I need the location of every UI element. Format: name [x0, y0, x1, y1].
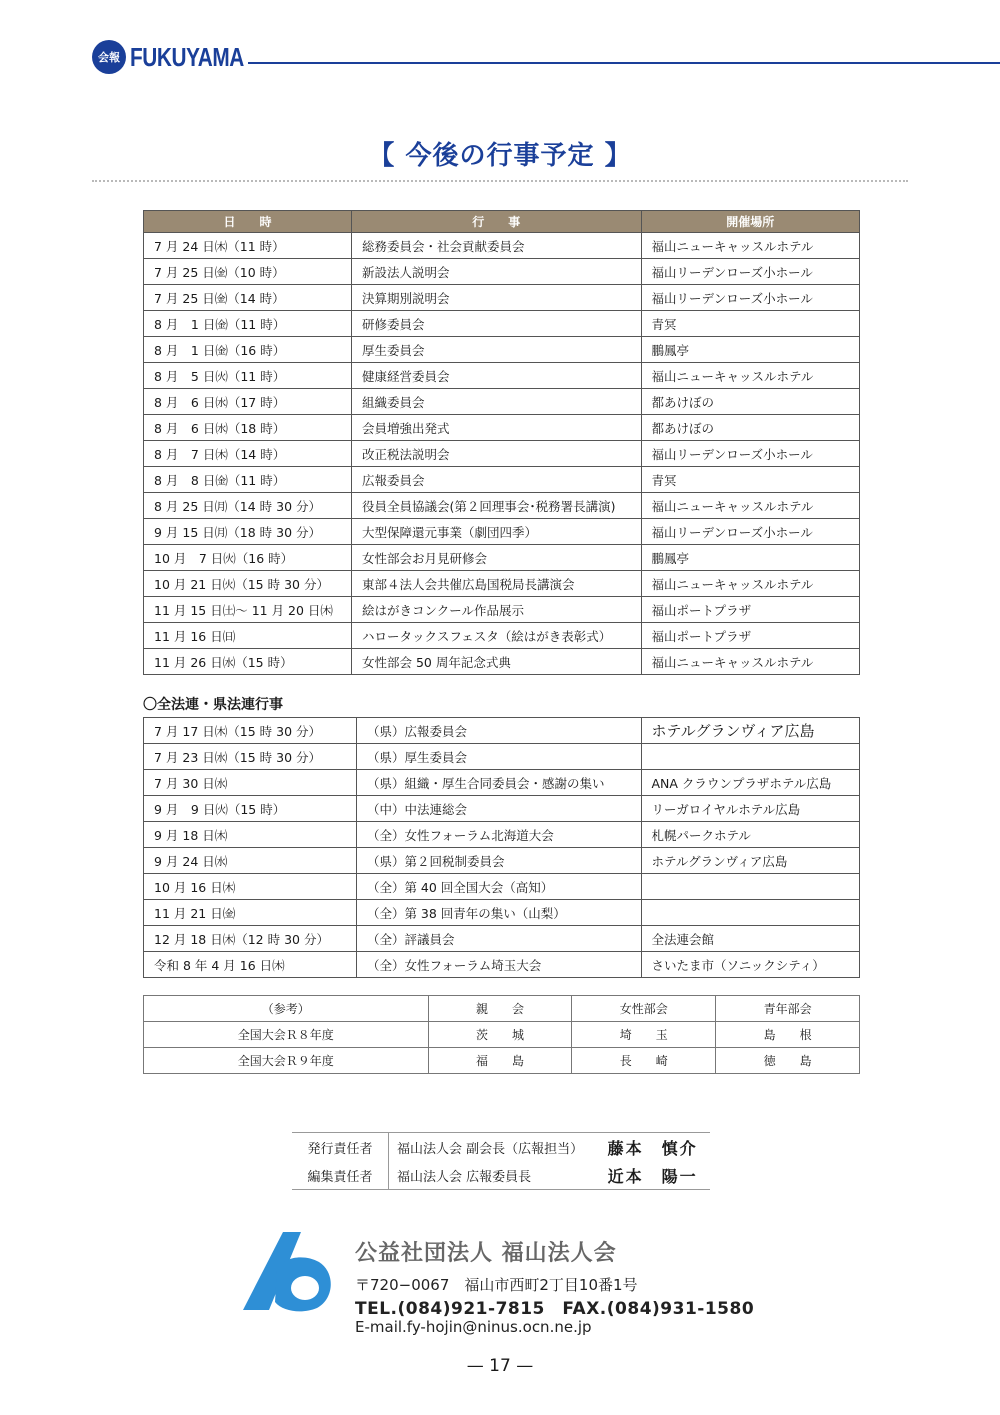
schedule-row: [144, 649, 860, 675]
federation-row-cell: さいたま市（ソニックシティ）: [641, 952, 860, 978]
federation-row: [144, 718, 860, 744]
federation-row-cell: （県）厚生委員会: [356, 744, 641, 770]
federation-row: [144, 952, 860, 978]
credits-table: [292, 1132, 710, 1190]
schedule-row-cell: 東部４法人会共催広島国税局長講演会: [352, 571, 642, 597]
schedule-row-cell: 福山ニューキャッスルホテル: [641, 363, 859, 389]
federation-row-cell: 7 月 30 日㈬: [144, 770, 357, 796]
newsletter-badge: 会報: [92, 40, 126, 74]
schedule-row: [144, 441, 860, 467]
col-header-event: 行 事: [352, 211, 642, 233]
org-email: E-mail.fy-hojin@ninus.ocn.ne.jp: [355, 1318, 592, 1336]
federation-row-cell: （県）広報委員会: [356, 718, 641, 744]
federation-table: [143, 717, 860, 978]
schedule-row-cell: 役員全員協議会(第２回理事会･税務署長講演): [352, 493, 642, 519]
schedule-row-cell: 8 月 6 日㈬（17 時）: [144, 389, 352, 415]
schedule-row-cell: 福山リーデンローズ小ホール: [641, 285, 859, 311]
schedule-row: [144, 337, 860, 363]
page-header: [92, 40, 1000, 76]
schedule-row-cell: 8 月 25 日㈪（14 時 30 分）: [144, 493, 352, 519]
federation-row: [144, 874, 860, 900]
federation-row-cell: （県）組織・厚生合同委員会・感謝の集い: [356, 770, 641, 796]
federation-row: [144, 744, 860, 770]
page-number: — 17 —: [466, 1356, 534, 1376]
schedule-table: [143, 210, 860, 675]
title-text: 今後の行事予定: [405, 141, 595, 171]
schedule-row: [144, 519, 860, 545]
credit-position: 福山法人会 広報委員長: [389, 1161, 600, 1190]
page-title: [0, 135, 1000, 172]
schedule-row-cell: 9 月 15 日㈪（18 時 30 分）: [144, 519, 352, 545]
reference-row-cell: 埼 玉: [572, 1022, 716, 1048]
federation-row-cell: 7 月 23 日㈬（15 時 30 分）: [144, 744, 357, 770]
schedule-row-cell: 11 月 26 日㈬（15 時）: [144, 649, 352, 675]
schedule-row: [144, 259, 860, 285]
col-header-venue: 開催場所: [641, 211, 859, 233]
federation-row-cell: 令和 8 年 4 月 16 日㈭: [144, 952, 357, 978]
org-address: 〒720−0067 福山市西町2丁目10番1号: [355, 1276, 638, 1294]
federation-row: [144, 796, 860, 822]
federation-row-cell: ANA クラウンプラザホテル広島: [641, 770, 860, 796]
reference-table: [143, 995, 860, 1074]
schedule-row-cell: 組織委員会: [352, 389, 642, 415]
ref-header-youth: 青年部会: [716, 996, 860, 1022]
schedule-row-cell: 女性部会お月見研修会: [352, 545, 642, 571]
credit-row: [292, 1133, 710, 1162]
schedule-row-cell: 福山リーデンローズ小ホール: [641, 441, 859, 467]
dotted-divider: [92, 180, 908, 182]
schedule-row: [144, 571, 860, 597]
credit-row: [292, 1161, 710, 1190]
schedule-row: [144, 467, 860, 493]
schedule-row-cell: ハロータックスフェスタ（絵はがき表彰式）: [352, 623, 642, 649]
header-rule: [248, 62, 1000, 64]
federation-row-cell: 11 月 21 日㈮: [144, 900, 357, 926]
reference-row-cell: 全国大会Ｒ９年度: [144, 1048, 429, 1074]
federation-row-cell: 9 月 24 日㈬: [144, 848, 357, 874]
federation-row: [144, 770, 860, 796]
org-phone-fax: TEL.(084)921-7815 FAX.(084)931-1580: [355, 1299, 755, 1319]
schedule-row-cell: 絵はがきコンクール作品展示: [352, 597, 642, 623]
federation-row-cell: ホテルグランヴィア広島: [641, 848, 860, 874]
federation-row-cell: リーガロイヤルホテル広島: [641, 796, 860, 822]
federation-row-cell: ホテルグランヴィア広島: [641, 718, 860, 744]
schedule-row: [144, 597, 860, 623]
schedule-row-cell: 福山ニューキャッスルホテル: [641, 649, 859, 675]
brand-name: FUKUYAMA: [130, 42, 244, 72]
schedule-row-cell: 都あけぼの: [641, 389, 859, 415]
schedule-row-cell: 8 月 7 日㈭（14 時）: [144, 441, 352, 467]
schedule-row-cell: 鵬鳳亭: [641, 545, 859, 571]
reference-row-cell: 福 島: [428, 1048, 572, 1074]
federation-row-cell: （全）女性フォーラム埼玉大会: [356, 952, 641, 978]
federation-row-cell: [641, 744, 860, 770]
schedule-row-cell: 大型保障還元事業（劇団四季）: [352, 519, 642, 545]
schedule-row: [144, 415, 860, 441]
schedule-row: [144, 545, 860, 571]
schedule-row-cell: 福山リーデンローズ小ホール: [641, 259, 859, 285]
federation-row: [144, 848, 860, 874]
federation-row-cell: 9 月 18 日㈭: [144, 822, 357, 848]
schedule-row-cell: 8 月 1 日㈮（16 時）: [144, 337, 352, 363]
credit-name: 藤本 慎介: [600, 1133, 710, 1162]
schedule-row-cell: 8 月 8 日㈮（11 時）: [144, 467, 352, 493]
credit-role: 発行責任者: [292, 1133, 389, 1162]
credit-name: 近本 陽一: [600, 1161, 710, 1190]
schedule-row: [144, 233, 860, 259]
schedule-row-cell: 福山ニューキャッスルホテル: [641, 493, 859, 519]
ref-header-parent: 親 会: [428, 996, 572, 1022]
reference-header-row: [144, 996, 860, 1022]
ref-header-women: 女性部会: [572, 996, 716, 1022]
federation-row-cell: 札幌パークホテル: [641, 822, 860, 848]
schedule-row-cell: 福山ニューキャッスルホテル: [641, 571, 859, 597]
reference-row-cell: 徳 島: [716, 1048, 860, 1074]
schedule-row-cell: 7 月 25 日㈮（10 時）: [144, 259, 352, 285]
credit-position: 福山法人会 副会長（広報担当）: [389, 1133, 600, 1162]
reference-row: [144, 1022, 860, 1048]
credit-role: 編集責任者: [292, 1161, 389, 1190]
schedule-row: [144, 363, 860, 389]
federation-row-cell: 7 月 17 日㈭（15 時 30 分）: [144, 718, 357, 744]
schedule-row-cell: 福山ニューキャッスルホテル: [641, 233, 859, 259]
federation-row-cell: 全法連会館: [641, 926, 860, 952]
association-logo-icon: [243, 1232, 335, 1312]
federation-row-cell: （全）女性フォーラム北海道大会: [356, 822, 641, 848]
schedule-row: [144, 311, 860, 337]
federation-row: [144, 822, 860, 848]
schedule-row-cell: 青冥: [641, 467, 859, 493]
schedule-row-cell: 福山リーデンローズ小ホール: [641, 519, 859, 545]
reference-row-cell: 長 崎: [572, 1048, 716, 1074]
schedule-row-cell: 女性部会 50 周年記念式典: [352, 649, 642, 675]
schedule-row-cell: 8 月 1 日㈮（11 時）: [144, 311, 352, 337]
schedule-row-cell: 7 月 25 日㈮（14 時）: [144, 285, 352, 311]
schedule-row-cell: 厚生委員会: [352, 337, 642, 363]
schedule-row-cell: 青冥: [641, 311, 859, 337]
schedule-row-cell: 福山ポートプラザ: [641, 597, 859, 623]
schedule-header-row: [144, 211, 860, 233]
schedule-row-cell: 10 月 21 日㈫（15 時 30 分）: [144, 571, 352, 597]
federation-row-cell: （全）第 38 回青年の集い（山梨）: [356, 900, 641, 926]
schedule-row-cell: 11 月 15 日㈯～ 11 月 20 日㈭: [144, 597, 352, 623]
federation-row-cell: [641, 900, 860, 926]
federation-row-cell: （県）第２回税制委員会: [356, 848, 641, 874]
title-bracket-open: 【: [368, 141, 396, 171]
schedule-row-cell: 研修委員会: [352, 311, 642, 337]
federation-row-cell: （中）中法連総会: [356, 796, 641, 822]
schedule-row-cell: 10 月 7 日㈫（16 時）: [144, 545, 352, 571]
reference-row-cell: 茨 城: [428, 1022, 572, 1048]
schedule-row-cell: 会員増強出発式: [352, 415, 642, 441]
schedule-row-cell: 健康経営委員会: [352, 363, 642, 389]
federation-row-cell: （全）第 40 回全国大会（高知）: [356, 874, 641, 900]
org-name: 公益社団法人 福山法人会: [355, 1241, 617, 1266]
schedule-row-cell: 新設法人説明会: [352, 259, 642, 285]
federation-row-cell: 12 月 18 日㈭（12 時 30 分）: [144, 926, 357, 952]
federation-heading: 〇全法連・県法連行事: [143, 697, 283, 713]
ref-header-note: （参考）: [144, 996, 429, 1022]
federation-row-cell: [641, 874, 860, 900]
federation-row: [144, 926, 860, 952]
schedule-row-cell: 改正税法説明会: [352, 441, 642, 467]
schedule-row: [144, 285, 860, 311]
reference-row-cell: 全国大会Ｒ８年度: [144, 1022, 429, 1048]
schedule-row-cell: 鵬鳳亭: [641, 337, 859, 363]
schedule-row-cell: 都あけぼの: [641, 415, 859, 441]
reference-row: [144, 1048, 860, 1074]
reference-row-cell: 島 根: [716, 1022, 860, 1048]
schedule-row: [144, 389, 860, 415]
schedule-row-cell: 決算期別説明会: [352, 285, 642, 311]
federation-row-cell: 9 月 9 日㈫（15 時）: [144, 796, 357, 822]
schedule-row: [144, 493, 860, 519]
col-header-date: 日 時: [144, 211, 352, 233]
schedule-row-cell: 7 月 24 日㈭（11 時）: [144, 233, 352, 259]
federation-row-cell: 10 月 16 日㈭: [144, 874, 357, 900]
schedule-row-cell: 8 月 5 日㈫（11 時）: [144, 363, 352, 389]
title-bracket-close: 】: [604, 141, 632, 171]
schedule-row-cell: 11 月 16 日㈰: [144, 623, 352, 649]
federation-row-cell: （全）評議員会: [356, 926, 641, 952]
schedule-row-cell: 福山ポートプラザ: [641, 623, 859, 649]
schedule-row-cell: 8 月 6 日㈬（18 時）: [144, 415, 352, 441]
federation-row: [144, 900, 860, 926]
schedule-row-cell: 総務委員会・社会貢献委員会: [352, 233, 642, 259]
schedule-row-cell: 広報委員会: [352, 467, 642, 493]
schedule-row: [144, 623, 860, 649]
